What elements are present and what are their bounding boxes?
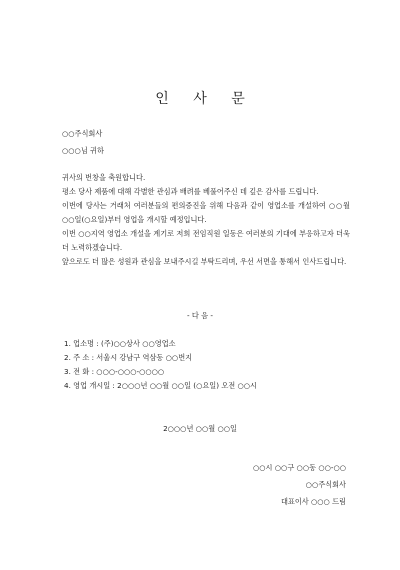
- body-paragraph: 앞으로도 더 많은 성원과 관심을 보내주시길 부탁드리며, 우선 서면을 통해서 인사드립니다.: [62, 257, 347, 266]
- sender-company: ○○주식회사: [305, 480, 346, 489]
- body-paragraph: 귀사의 번창을 축원합니다.: [62, 173, 146, 182]
- body-paragraph: 평소 당사 제품에 대해 각별한 관심과 배려를 베풀어주신 데 깊은 감사를 드립니다.: [62, 187, 319, 196]
- sender-signature: 대표이사 ○○○ 드림: [280, 497, 346, 506]
- recipient-person: ○○○님 귀하: [62, 146, 104, 155]
- details-list: [64, 337, 257, 393]
- detail-item: 2. 주 소 : 서울시 강남구 역삼동 ○○번지: [64, 353, 193, 362]
- letter-body: [58, 171, 350, 269]
- sender-address: ○○시 ○○구 ○○동 ○○-○○: [253, 463, 346, 472]
- body-paragraph: 이번에 당사는 거래처 여러분들의 편의증진을 위해 다음과 같이 영업소를 개설하여 ○○월 ○○일(○요일)부터 영업을 개시할 예정입니다.: [62, 201, 350, 224]
- document-title: 인 사 문: [155, 91, 255, 107]
- detail-item: 3. 전 화 : ○○○-○○○-○○○○: [64, 367, 165, 376]
- letter-date: 2○○○년 ○○월 ○○일: [163, 424, 237, 433]
- body-paragraph: 이번 ○○지역 영업소 개설을 계기로 저희 전임직원 일동은 여러분의 기대에 부응하고자 더욱더 노력하겠습니다.: [62, 229, 350, 252]
- detail-item: 4. 영업 개시일 : 2○○○년 ○○월 ○○일 (○요일) 오전 ○○시: [64, 381, 257, 390]
- recipient-company: ○○주식회사: [62, 129, 103, 138]
- detail-item: 1. 업소명 : (주)○○상사 ○○영업소: [64, 339, 176, 348]
- separator-heading: - 다 음 -: [187, 311, 213, 320]
